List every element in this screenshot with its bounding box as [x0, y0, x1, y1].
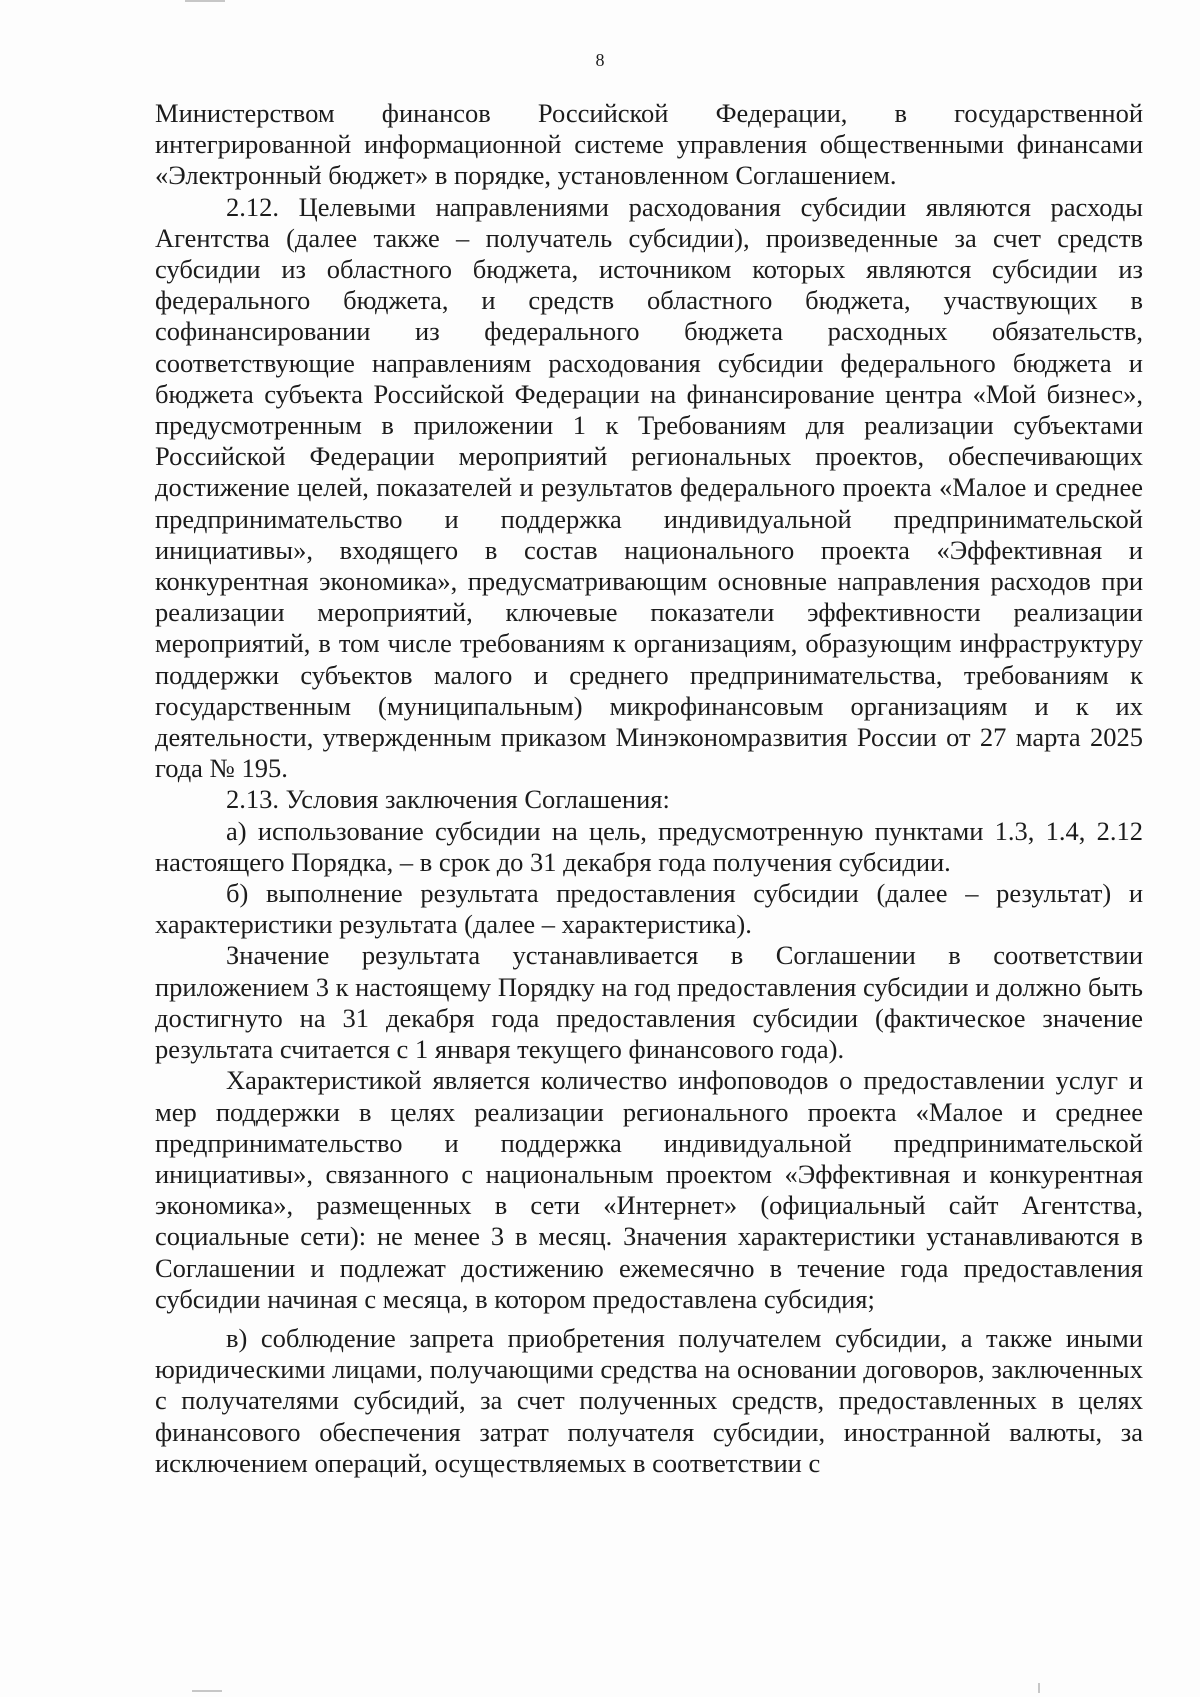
- scan-artifact-bottom-left: [192, 1690, 222, 1692]
- paragraph-2-12: 2.12. Целевыми направлениями расходования субсидии являются расходы Агентства (далее также – получатель субсидии), произведенные за счет средств субсидии из областного бюджета, источником которых являются субсидии из федерального бюджета, и средств областного бюджета, участвующих в софинансировании из федерального бюджета расходных обязательств, соответствующие направлениям расходования субсидии федерального бюджета и бюджета субъекта Российской Федерации на финансирование центра «Мой бизнес», предусмотренным в приложении 1 к Требованиям для реализации субъектами Российской Федерации мероприятий региональных проектов, обеспечивающих достижение целей, показателей и результатов федерального проекта «Малое и среднее предпринимательство и поддержка индивидуальной предпринимательской инициативы», входящего в состав национального проекта «Эффективная и конкурентная экономика», предусматривающим основные направления расходов при реализации мероприятий, ключевые показатели эффективности реализации мероприятий, в том числе требованиям к организациям, образующим инфраструктуру поддержки субъектов малого и среднего предпринимательства, требованиям к государственным (муниципальным) микрофинансовым организациям и к их деятельности, утвержденным приказом Минэкономразвития России от 27 марта 2025 года № 195.: [155, 191, 1143, 784]
- paragraph-condition-a: а) использование субсидии на цель, предусмотренную пунктами 1.3, 1.4, 2.12 настоящего Порядка, – в срок до 31 декабря года получения субсидии.: [155, 815, 1143, 877]
- paragraph-characteristic: Характеристикой является количество инфоповодов о предоставлении услуг и мер поддержки в целях реализации регионального проекта «Малое и среднее предпринимательство и поддержка индивидуальной предпринимательской инициативы», связанного с национальным проектом «Эффективная и конкурентная экономика», размещенных в сети «Интернет» (официальный сайт Агентства, социальные сети): не менее 3 в месяц. Значения характеристики устанавливаются в Соглашении и подлежат достижению ежемесячно в течение года предоставления субсидии начиная с месяца, в котором предоставлена субсидия;: [155, 1065, 1143, 1314]
- paragraph-condition-b: б) выполнение результата предоставления субсидии (далее – результат) и характеристики результата (далее – характеристика).: [155, 878, 1143, 940]
- page-number: 8: [595, 50, 605, 70]
- scan-artifact-top-left: [185, 0, 225, 2]
- scan-artifact-bottom-right: [1038, 1683, 1040, 1693]
- paragraph-2-13: 2.13. Условия заключения Соглашения:: [226, 784, 670, 815]
- paragraph-continuation: Министерством финансов Российской Федерации, в государственной интегрированной информационной системе управления общественными финансами «Электронный бюджет» в порядке, установленном Соглашением.: [155, 98, 1143, 191]
- paragraph-condition-v: в) соблюдение запрета приобретения получателем субсидии, а также иными юридическими лицами, получающими средства на основании договоров, заключенных с получателями субсидий, за счет полученных средств, предоставленных в целях финансового обеспечения затрат получателя субсидии, иностранной валюты, за исключением операций, осуществляемых в соответствии с: [155, 1322, 1143, 1478]
- paragraph-result-value: Значение результата устанавливается в Соглашении в соответствии приложением 3 к настоящему Порядку на год предоставления субсидии и должно быть достигнуто на 31 декабря года предоставления субсидии (фактическое значение результата считается с 1 января текущего финансового года).: [155, 940, 1143, 1065]
- document-body: [155, 98, 1143, 1479]
